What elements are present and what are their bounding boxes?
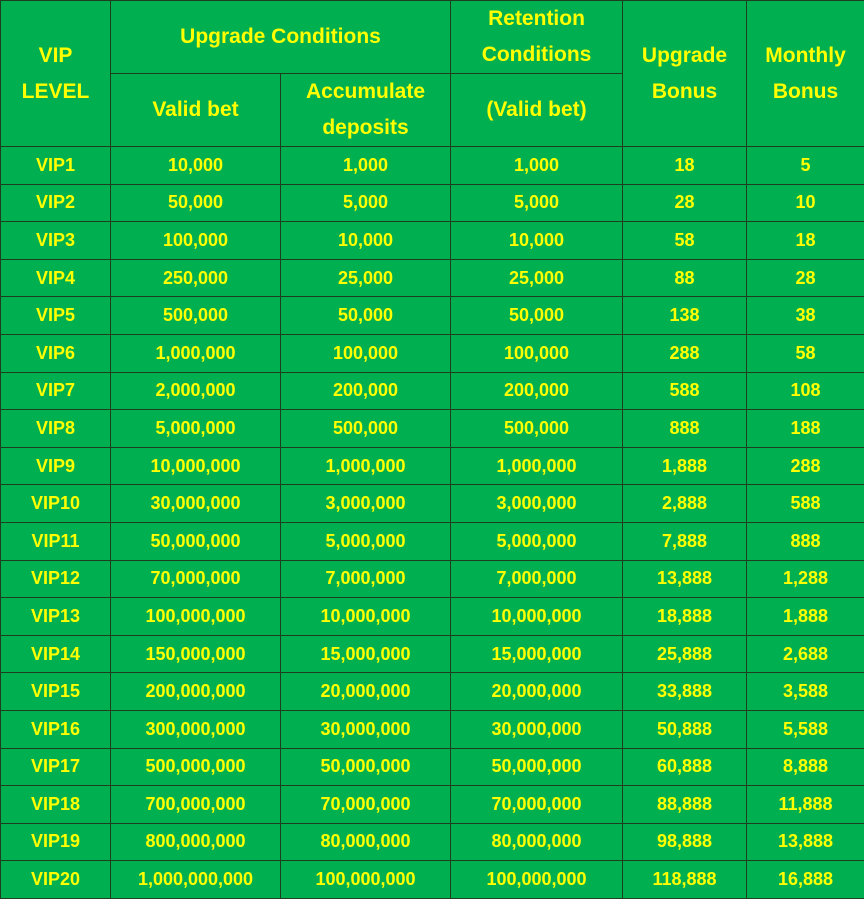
cell-valid-bet: 70,000,000 xyxy=(111,560,281,598)
cell-accumulate-deposits: 50,000,000 xyxy=(281,748,451,786)
cell-retention-valid-bet: 30,000,000 xyxy=(451,710,623,748)
cell-accumulate-deposits: 7,000,000 xyxy=(281,560,451,598)
cell-valid-bet: 100,000 xyxy=(111,222,281,260)
cell-retention-valid-bet: 5,000 xyxy=(451,184,623,222)
cell-upgrade-bonus: 2,888 xyxy=(623,485,747,523)
table-row xyxy=(1,710,864,748)
cell-vip-level: VIP18 xyxy=(1,786,111,824)
table-row xyxy=(1,673,864,711)
table-row xyxy=(1,259,864,297)
cell-vip-level: VIP5 xyxy=(1,297,111,335)
cell-valid-bet: 5,000,000 xyxy=(111,410,281,448)
cell-accumulate-deposits: 1,000 xyxy=(281,147,451,185)
cell-valid-bet: 500,000 xyxy=(111,297,281,335)
cell-valid-bet: 50,000 xyxy=(111,184,281,222)
cell-valid-bet: 10,000,000 xyxy=(111,447,281,485)
cell-accumulate-deposits: 200,000 xyxy=(281,372,451,410)
cell-upgrade-bonus: 28 xyxy=(623,184,747,222)
header-valid-bet: Valid bet xyxy=(111,74,281,147)
cell-upgrade-bonus: 33,888 xyxy=(623,673,747,711)
cell-vip-level: VIP16 xyxy=(1,710,111,748)
cell-valid-bet: 100,000,000 xyxy=(111,598,281,636)
cell-monthly-bonus: 2,688 xyxy=(747,635,864,673)
cell-vip-level: VIP12 xyxy=(1,560,111,598)
cell-valid-bet: 200,000,000 xyxy=(111,673,281,711)
cell-retention-valid-bet: 1,000 xyxy=(451,147,623,185)
cell-retention-valid-bet: 7,000,000 xyxy=(451,560,623,598)
cell-monthly-bonus: 16,888 xyxy=(747,861,864,899)
table-row xyxy=(1,598,864,636)
cell-upgrade-bonus: 118,888 xyxy=(623,861,747,899)
table-row xyxy=(1,560,864,598)
cell-monthly-bonus: 28 xyxy=(747,259,864,297)
cell-retention-valid-bet: 80,000,000 xyxy=(451,823,623,861)
table-row xyxy=(1,222,864,260)
cell-retention-valid-bet: 25,000 xyxy=(451,259,623,297)
cell-valid-bet: 1,000,000 xyxy=(111,334,281,372)
cell-valid-bet: 500,000,000 xyxy=(111,748,281,786)
cell-monthly-bonus: 18 xyxy=(747,222,864,260)
cell-accumulate-deposits: 80,000,000 xyxy=(281,823,451,861)
cell-monthly-bonus: 1,888 xyxy=(747,598,864,636)
header-monthly-bonus: Monthly Bonus xyxy=(747,1,864,147)
cell-monthly-bonus: 58 xyxy=(747,334,864,372)
cell-retention-valid-bet: 500,000 xyxy=(451,410,623,448)
cell-monthly-bonus: 10 xyxy=(747,184,864,222)
cell-valid-bet: 150,000,000 xyxy=(111,635,281,673)
cell-retention-valid-bet: 200,000 xyxy=(451,372,623,410)
cell-accumulate-deposits: 15,000,000 xyxy=(281,635,451,673)
cell-retention-valid-bet: 10,000,000 xyxy=(451,598,623,636)
table-row xyxy=(1,447,864,485)
cell-vip-level: VIP4 xyxy=(1,259,111,297)
cell-valid-bet: 700,000,000 xyxy=(111,786,281,824)
cell-retention-valid-bet: 1,000,000 xyxy=(451,447,623,485)
table-row xyxy=(1,748,864,786)
header-upgrade-bonus: Upgrade Bonus xyxy=(623,1,747,147)
table-header xyxy=(1,1,864,147)
table-row xyxy=(1,184,864,222)
table-row xyxy=(1,823,864,861)
cell-accumulate-deposits: 10,000,000 xyxy=(281,598,451,636)
table-row xyxy=(1,522,864,560)
cell-accumulate-deposits: 3,000,000 xyxy=(281,485,451,523)
cell-accumulate-deposits: 10,000 xyxy=(281,222,451,260)
cell-monthly-bonus: 8,888 xyxy=(747,748,864,786)
cell-vip-level: VIP3 xyxy=(1,222,111,260)
cell-vip-level: VIP1 xyxy=(1,147,111,185)
table-row xyxy=(1,861,864,899)
header-upgrade-conditions: Upgrade Conditions xyxy=(111,1,451,74)
cell-upgrade-bonus: 98,888 xyxy=(623,823,747,861)
cell-monthly-bonus: 108 xyxy=(747,372,864,410)
cell-vip-level: VIP11 xyxy=(1,522,111,560)
cell-monthly-bonus: 5,588 xyxy=(747,710,864,748)
cell-upgrade-bonus: 18 xyxy=(623,147,747,185)
cell-retention-valid-bet: 100,000 xyxy=(451,334,623,372)
cell-vip-level: VIP15 xyxy=(1,673,111,711)
cell-retention-valid-bet: 100,000,000 xyxy=(451,861,623,899)
cell-retention-valid-bet: 20,000,000 xyxy=(451,673,623,711)
cell-valid-bet: 2,000,000 xyxy=(111,372,281,410)
cell-retention-valid-bet: 5,000,000 xyxy=(451,522,623,560)
cell-accumulate-deposits: 500,000 xyxy=(281,410,451,448)
cell-accumulate-deposits: 5,000 xyxy=(281,184,451,222)
header-accumulate-deposits: Accumulate deposits xyxy=(281,74,451,147)
cell-upgrade-bonus: 138 xyxy=(623,297,747,335)
cell-monthly-bonus: 1,288 xyxy=(747,560,864,598)
cell-upgrade-bonus: 588 xyxy=(623,372,747,410)
cell-valid-bet: 1,000,000,000 xyxy=(111,861,281,899)
cell-vip-level: VIP6 xyxy=(1,334,111,372)
cell-retention-valid-bet: 3,000,000 xyxy=(451,485,623,523)
cell-upgrade-bonus: 288 xyxy=(623,334,747,372)
cell-upgrade-bonus: 88 xyxy=(623,259,747,297)
cell-monthly-bonus: 188 xyxy=(747,410,864,448)
cell-monthly-bonus: 588 xyxy=(747,485,864,523)
cell-vip-level: VIP19 xyxy=(1,823,111,861)
cell-vip-level: VIP7 xyxy=(1,372,111,410)
cell-monthly-bonus: 13,888 xyxy=(747,823,864,861)
cell-monthly-bonus: 3,588 xyxy=(747,673,864,711)
cell-accumulate-deposits: 25,000 xyxy=(281,259,451,297)
header-vip-level: VIP LEVEL xyxy=(1,1,111,147)
table-row xyxy=(1,334,864,372)
cell-upgrade-bonus: 60,888 xyxy=(623,748,747,786)
cell-vip-level: VIP14 xyxy=(1,635,111,673)
cell-vip-level: VIP13 xyxy=(1,598,111,636)
cell-retention-valid-bet: 50,000 xyxy=(451,297,623,335)
cell-accumulate-deposits: 100,000 xyxy=(281,334,451,372)
cell-valid-bet: 30,000,000 xyxy=(111,485,281,523)
cell-upgrade-bonus: 1,888 xyxy=(623,447,747,485)
cell-upgrade-bonus: 88,888 xyxy=(623,786,747,824)
cell-retention-valid-bet: 50,000,000 xyxy=(451,748,623,786)
cell-monthly-bonus: 5 xyxy=(747,147,864,185)
cell-accumulate-deposits: 5,000,000 xyxy=(281,522,451,560)
cell-vip-level: VIP20 xyxy=(1,861,111,899)
cell-accumulate-deposits: 70,000,000 xyxy=(281,786,451,824)
cell-accumulate-deposits: 30,000,000 xyxy=(281,710,451,748)
cell-upgrade-bonus: 25,888 xyxy=(623,635,747,673)
cell-upgrade-bonus: 58 xyxy=(623,222,747,260)
cell-retention-valid-bet: 70,000,000 xyxy=(451,786,623,824)
cell-vip-level: VIP8 xyxy=(1,410,111,448)
cell-valid-bet: 300,000,000 xyxy=(111,710,281,748)
cell-accumulate-deposits: 20,000,000 xyxy=(281,673,451,711)
cell-upgrade-bonus: 13,888 xyxy=(623,560,747,598)
cell-upgrade-bonus: 7,888 xyxy=(623,522,747,560)
cell-upgrade-bonus: 18,888 xyxy=(623,598,747,636)
table-row xyxy=(1,147,864,185)
table-row xyxy=(1,372,864,410)
cell-valid-bet: 50,000,000 xyxy=(111,522,281,560)
cell-accumulate-deposits: 50,000 xyxy=(281,297,451,335)
cell-upgrade-bonus: 50,888 xyxy=(623,710,747,748)
cell-retention-valid-bet: 15,000,000 xyxy=(451,635,623,673)
table-row xyxy=(1,485,864,523)
table-body xyxy=(1,147,864,899)
table-row xyxy=(1,410,864,448)
cell-monthly-bonus: 288 xyxy=(747,447,864,485)
cell-vip-level: VIP2 xyxy=(1,184,111,222)
header-retention-conditions: Retention Conditions xyxy=(451,1,623,74)
table-row xyxy=(1,635,864,673)
table-row xyxy=(1,297,864,335)
table-row xyxy=(1,786,864,824)
cell-vip-level: VIP10 xyxy=(1,485,111,523)
cell-valid-bet: 250,000 xyxy=(111,259,281,297)
cell-retention-valid-bet: 10,000 xyxy=(451,222,623,260)
cell-vip-level: VIP17 xyxy=(1,748,111,786)
cell-upgrade-bonus: 888 xyxy=(623,410,747,448)
cell-vip-level: VIP9 xyxy=(1,447,111,485)
cell-accumulate-deposits: 100,000,000 xyxy=(281,861,451,899)
cell-monthly-bonus: 888 xyxy=(747,522,864,560)
cell-accumulate-deposits: 1,000,000 xyxy=(281,447,451,485)
cell-monthly-bonus: 38 xyxy=(747,297,864,335)
cell-valid-bet: 800,000,000 xyxy=(111,823,281,861)
header-retention-valid-bet: (Valid bet) xyxy=(451,74,623,147)
cell-monthly-bonus: 11,888 xyxy=(747,786,864,824)
cell-valid-bet: 10,000 xyxy=(111,147,281,185)
